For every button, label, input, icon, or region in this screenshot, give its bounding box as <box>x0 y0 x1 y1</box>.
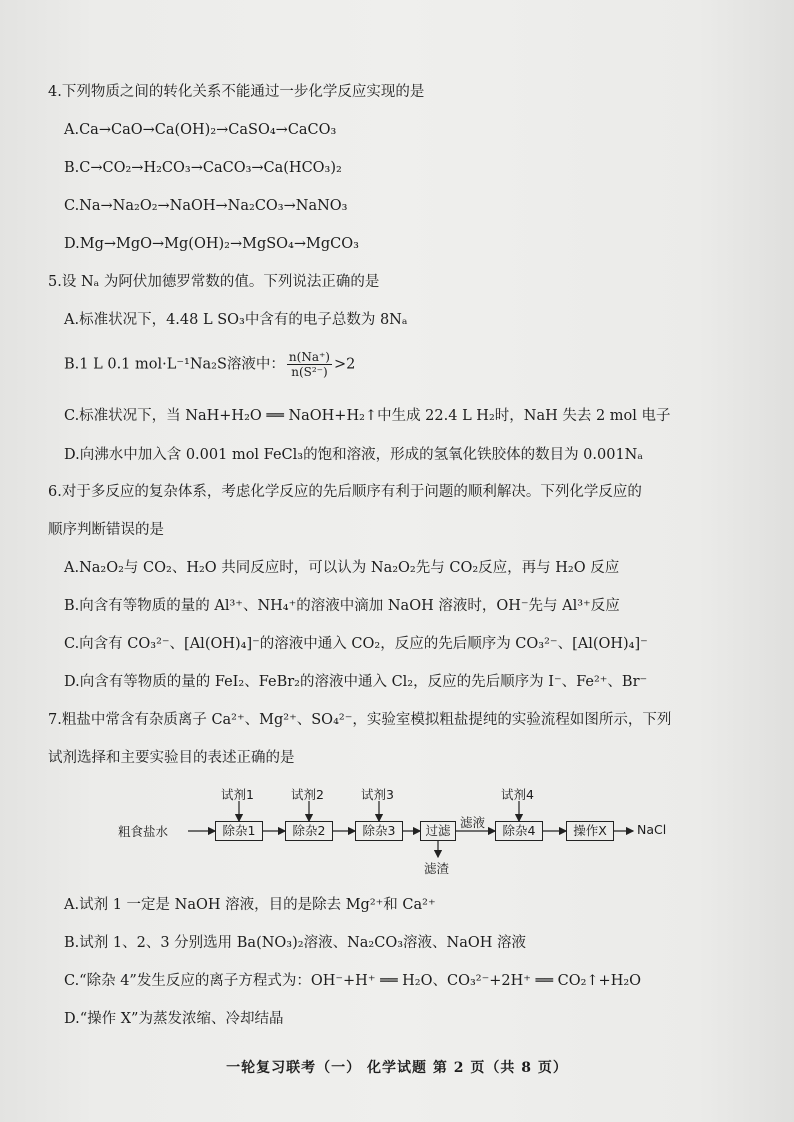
q5-option-b-suffix: >2 <box>334 356 356 373</box>
q5-option-a: A.标准状况下，4.48 L SO₃中含有的电子总数为 8Nₐ <box>64 312 408 328</box>
q4-option-d: D.Mg→MgO→Mg(OH)₂→MgSO₄→MgCO₃ <box>64 236 359 252</box>
q5-fraction-numerator: n(Na⁺) <box>288 350 330 364</box>
page-footer: 一轮复习联考（一） 化学试题 第 2 页（共 8 页） <box>226 1060 568 1076</box>
flow-reagent-2: 试剂2 <box>291 787 324 802</box>
q6-stem-line1: 6.对于多反应的复杂体系，考虑化学反应的先后顺序有利于问题的顺利解决。下列化学反应的 <box>48 484 642 500</box>
flow-residue-label: 滤渣 <box>424 861 450 876</box>
q4-stem: 4.下列物质之间的转化关系不能通过一步化学反应实现的是 <box>48 84 425 100</box>
q5-stem: 5.设 Nₐ 为阿伏加德罗常数的值。下列说法正确的是 <box>48 274 380 290</box>
flow-product-nacl: NaCl <box>637 822 667 837</box>
q5-option-b <box>64 350 754 379</box>
q4-option-b: B.C→CO₂→H₂CO₃→CaCO₃→Ca(HCO₃)₂ <box>64 160 342 176</box>
flow-step-filtration: 过滤 <box>420 821 456 841</box>
q4-option-c: C.Na→Na₂O₂→NaOH→Na₂CO₃→NaNO₃ <box>64 198 348 214</box>
q6-option-c: C.向含有 CO₃²⁻、[Al(OH)₄]⁻的溶液中通入 CO₂，反应的先后顺序为 CO₃²⁻、[Al(OH)₄]⁻ <box>64 636 648 652</box>
flow-step-impurity-removal-3: 除杂3 <box>355 821 403 841</box>
q7-option-b: B.试剂 1、2、3 分别选用 Ba(NO₃)₂溶液、Na₂CO₃溶液、NaOH 溶液 <box>64 935 526 951</box>
flow-filtrate-label: 滤液 <box>460 815 486 830</box>
flow-start-crude-brine: 粗食盐水 <box>118 824 169 839</box>
flow-step-operation-x: 操作X <box>566 821 614 841</box>
q6-stem-line2: 顺序判断错误的是 <box>48 522 164 538</box>
flow-reagent-4: 试剂4 <box>501 787 534 802</box>
flow-step-impurity-removal-1: 除杂1 <box>215 821 263 841</box>
q6-option-b: B.向含有等物质的量的 Al³⁺、NH₄⁺的溶液中滴加 NaOH 溶液时，OH⁻先与 Al³⁺反应 <box>64 598 620 614</box>
q7-stem-line2: 试剂选择和主要实验目的表述正确的是 <box>48 750 295 766</box>
q5-option-c: C.标准状况下，当 NaH+H₂O ══ NaOH+H₂↑中生成 22.4 L H₂时，NaH 失去 2 mol 电子 <box>64 408 671 424</box>
q5-fraction <box>287 350 332 379</box>
flow-step-impurity-removal-2: 除杂2 <box>285 821 333 841</box>
q5-fraction-denominator: n(S²⁻) <box>291 365 328 379</box>
q7-option-c: C.“除杂 4”发生反应的离子方程式为：OH⁻+H⁺ ══ H₂O、CO₃²⁻+2H⁺ ══ CO₂↑+H₂O <box>64 973 642 989</box>
q7-option-a: A.试剂 1 一定是 NaOH 溶液，目的是除去 Mg²⁺和 Ca²⁺ <box>64 897 436 913</box>
flow-reagent-3: 试剂3 <box>361 787 394 802</box>
purification-flowchart <box>118 785 738 885</box>
flow-step-impurity-removal-4: 除杂4 <box>495 821 543 841</box>
q5-option-b-prefix: B.1 L 0.1 mol·L⁻¹Na₂S溶液中： <box>64 356 285 373</box>
flow-reagent-1: 试剂1 <box>221 787 254 802</box>
q6-option-d: D.向含有等物质的量的 FeI₂、FeBr₂的溶液中通入 Cl₂，反应的先后顺序为 I⁻、Fe²⁺、Br⁻ <box>64 674 648 690</box>
q6-option-a: A.Na₂O₂与 CO₂、H₂O 共同反应时，可以认为 Na₂O₂先与 CO₂反应，再与 H₂O 反应 <box>64 560 620 576</box>
q7-stem-line1: 7.粗盐中常含有杂质离子 Ca²⁺、Mg²⁺、SO₄²⁻，实验室模拟粗盐提纯的实验流程如图所示，下列 <box>48 712 672 728</box>
q4-option-a: A.Ca→CaO→Ca(OH)₂→CaSO₄→CaCO₃ <box>64 122 337 138</box>
q7-option-d: D.“操作 X”为蒸发浓缩、冷却结晶 <box>64 1011 284 1027</box>
q5-option-d: D.向沸水中加入含 0.001 mol FeCl₃的饱和溶液，形成的氢氧化铁胶体的数目为 0.001Nₐ <box>64 447 643 463</box>
